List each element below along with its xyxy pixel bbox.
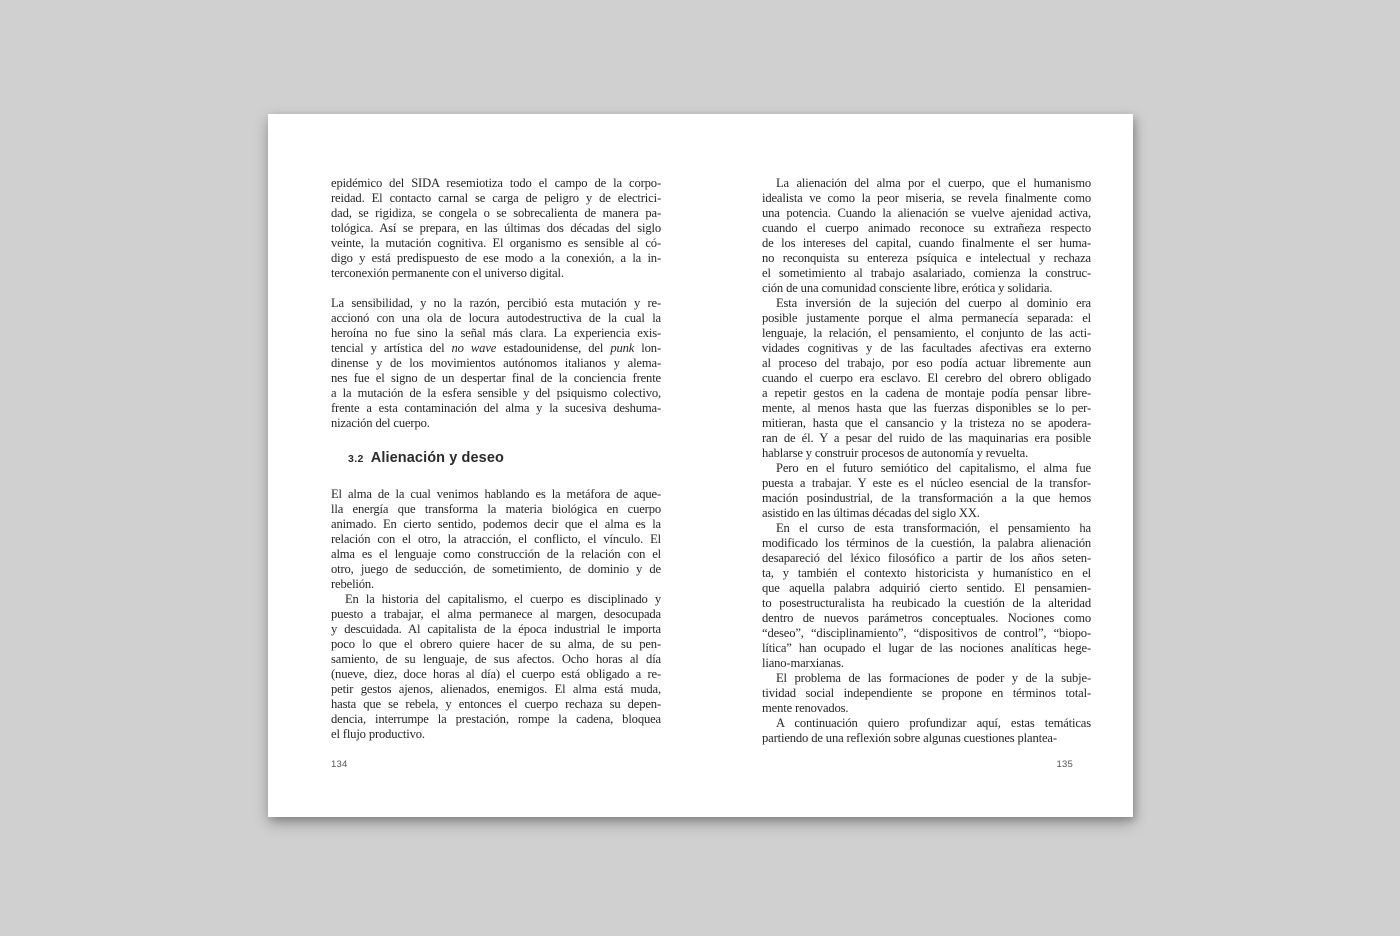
text-line: cuando el cuerpo era esclavo. El cerebro del obrero obligado xyxy=(762,371,1091,385)
text-line: desapareció del léxico filosófico a partir de los años seten- xyxy=(762,551,1091,565)
text-line: partiendo de una reflexión sobre algunas cuestiones plantea- xyxy=(762,731,1057,745)
text-line: cuando el cuerpo animado reconoce su extrañeza respecto xyxy=(762,221,1091,235)
text-line: “deseo”, “disciplinamiento”, “dispositivos de control”, “biopo- xyxy=(762,626,1091,640)
text-line: ta, y también el contexto historicista y humanístico en el xyxy=(762,566,1091,580)
text-line: una potencia. Cuando la alienación se vuelve ajenidad activa, xyxy=(762,206,1091,220)
paragraph xyxy=(331,487,661,592)
paragraph xyxy=(762,176,1091,296)
left-page-text-before-heading xyxy=(331,176,661,431)
text-line: el sometimiento al trabajo asalariado, comienza la construc- xyxy=(762,266,1091,280)
text-line: a repetir gestos en la cadena de montaje podía pensar libre- xyxy=(762,386,1091,400)
text-line: puesta a trabajar. Y este es el núcleo esencial de la transfor- xyxy=(762,476,1091,490)
text-line: tividad social independiente se propone en términos total- xyxy=(762,686,1091,700)
text-line: hasta que se rebela, y entonces el cuerpo rechaza su depen- xyxy=(331,697,661,711)
text-line: En la historia del capitalismo, el cuerpo es disciplinado y xyxy=(345,592,661,606)
text-line: terconexión permanente con el universo digital. xyxy=(331,266,564,280)
text-line: veinte, la mutación cognitiva. El organismo es sensible al có- xyxy=(331,236,661,250)
text-line: petir gestos ajenos, alienados, enemigos. El alma está muda, xyxy=(331,682,661,696)
text-line: to posestructuralista ha reubicado la cuestión de la alteridad xyxy=(762,596,1091,610)
text-line: Esta inversión de la sujeción del cuerpo al dominio era xyxy=(776,296,1091,310)
right-page-text-column xyxy=(762,176,1091,746)
left-page-text-after-heading xyxy=(331,487,661,742)
paragraph xyxy=(331,176,661,281)
text-line: dad, se rigidiza, se congela o se sobrecalienta de manera pa- xyxy=(331,206,661,220)
text-line: vidades cognitivas y de las facultades afectivas era externo xyxy=(762,341,1091,355)
text-line: el flujo productivo. xyxy=(331,727,425,741)
text-line: tológica. Así se prepara, en las últimas dos décadas del siglo xyxy=(331,221,661,235)
text-line: idealista ve como la peor miseria, se revela finalmente como xyxy=(762,191,1091,205)
text-line: a la mutación de la esfera sensible y del psiquismo colectivo, xyxy=(331,386,661,400)
text-line: hablarse y construir procesos de autonomía y revuelta. xyxy=(762,446,1029,460)
text-line: digo y está predispuesto de ese modo a la conexión, a la in- xyxy=(331,251,661,265)
text-line: posible justamente porque el alma permanecía separada: el xyxy=(762,311,1091,325)
text-line: tencial y artística del no wave estadounidense, del punk lon- xyxy=(331,341,661,355)
text-line: dinense y de los movimientos autónomos italianos y alema- xyxy=(331,356,661,370)
text-line: mente, al menos hasta que las fuerzas disponibles se lo per- xyxy=(762,401,1091,415)
book-spread xyxy=(268,114,1133,817)
text-line: otro, juego de seducción, de sometimiento, de dominio y de xyxy=(331,562,661,576)
section-title: Alienación y deseo xyxy=(370,450,504,466)
text-line: A continuación quiero profundizar aquí, estas temáticas xyxy=(776,716,1091,730)
text-line: poco lo que el obrero quiere hacer de su alma, de su pen- xyxy=(331,637,661,651)
paragraph xyxy=(762,716,1091,746)
text-line: epidémico del SIDA resemiotiza todo el campo de la corpo- xyxy=(331,176,661,190)
text-line: que aquella palabra adquirió cierto sentido. El pensamien- xyxy=(762,581,1091,595)
text-line: dencia, interrumpe la prestación, rompe la cadena, bloquea xyxy=(331,712,661,726)
text-line: mación posindustrial, de la transformación a la que hemos xyxy=(762,491,1091,505)
page-number-right: 135 xyxy=(1056,759,1073,770)
text-line: nización del cuerpo. xyxy=(331,416,430,430)
text-line: liano-marxianas. xyxy=(762,656,844,670)
paragraph xyxy=(762,671,1091,716)
text-line: Pero en el futuro semiótico del capitalismo, el alma fue xyxy=(776,461,1091,475)
text-line: reidad. El contacto carnal se carga de peligro y de electrici- xyxy=(331,191,661,205)
text-line: mitieran, hasta que el cansancio y la tristeza no se apodera- xyxy=(762,416,1091,430)
text-line: mente renovados. xyxy=(762,701,849,715)
text-line: dentro de nuevos parámetros conceptuales. Nociones como xyxy=(762,611,1091,625)
paragraph xyxy=(762,521,1091,671)
text-line: accionó con una ola de locura autodestructiva de la cual la xyxy=(331,311,661,325)
paragraph xyxy=(331,592,661,742)
paragraph xyxy=(762,461,1091,521)
text-line: de los intereses del capital, cuando finalmente el ser huma- xyxy=(762,236,1091,250)
text-line: no reconquista su entereza psíquica e intelectual y rechaza xyxy=(762,251,1091,265)
text-line: alma es el lenguaje como construcción de la relación con el xyxy=(331,547,661,561)
text-line: y descuidada. Al capitalista de la época industrial le importa xyxy=(331,622,661,636)
right-page-text xyxy=(762,176,1091,746)
text-line: La sensibilidad, y no la razón, percibió esta mutación y re- xyxy=(331,296,661,310)
text-line: ran de él. Y a pesar del ruido de las maquinarias era posible xyxy=(762,431,1091,445)
text-line: lítica” han ocupado el lugar de las nociones analíticas hege- xyxy=(762,641,1091,655)
text-line: al proceso del trabajo, por eso podía actuar libremente aun xyxy=(762,356,1091,370)
text-line: La alienación del alma por el cuerpo, que el humanismo xyxy=(776,176,1091,190)
section-number: 3.2 xyxy=(348,453,364,465)
text-line: asistido en las últimas décadas del siglo XX. xyxy=(762,506,980,520)
paragraph xyxy=(762,296,1091,461)
text-line: puesto a trabajar, el alma permanece al margen, desocupada xyxy=(331,607,661,621)
text-line: frente a esta contaminación del alma y la sucesiva deshuma- xyxy=(331,401,661,415)
text-line: El alma de la cual venimos hablando es la metáfora de aque- xyxy=(331,487,661,501)
text-line: (nueve, diez, doce horas al día) el cuerpo está obligado a re- xyxy=(331,667,661,681)
text-line: nes fue el signo de un despertar final de la conciencia frente xyxy=(331,371,661,385)
text-line: lla energía que transforma la materia biológica en cuerpo xyxy=(331,502,661,516)
text-line: rebelión. xyxy=(331,577,375,591)
page-number-left: 134 xyxy=(331,759,348,770)
text-line: heroína no fue sino la señal más clara. La experiencia exis- xyxy=(331,326,661,340)
section-heading xyxy=(331,448,661,469)
text-line: animado. En cierto sentido, podemos decir que el alma es la xyxy=(331,517,661,531)
text-line: samiento, de su lenguaje, de sus afectos. Ocho horas al día xyxy=(331,652,661,666)
text-line: ción de una comunidad consciente libre, erótica y solidaria. xyxy=(762,281,1053,295)
left-page-text-column xyxy=(331,176,661,742)
paragraph xyxy=(331,296,661,431)
text-line: En el curso de esta transformación, el pensamiento ha xyxy=(776,521,1091,535)
text-line: relación con el otro, la atracción, el conflicto, el vínculo. El xyxy=(331,532,661,546)
text-line: El problema de las formaciones de poder y de la subje- xyxy=(776,671,1091,685)
text-line: lenguaje, la relación, el pensamiento, el conjunto de las acti- xyxy=(762,326,1091,340)
text-line: modificado los términos de la cuestión, la palabra alienación xyxy=(762,536,1091,550)
